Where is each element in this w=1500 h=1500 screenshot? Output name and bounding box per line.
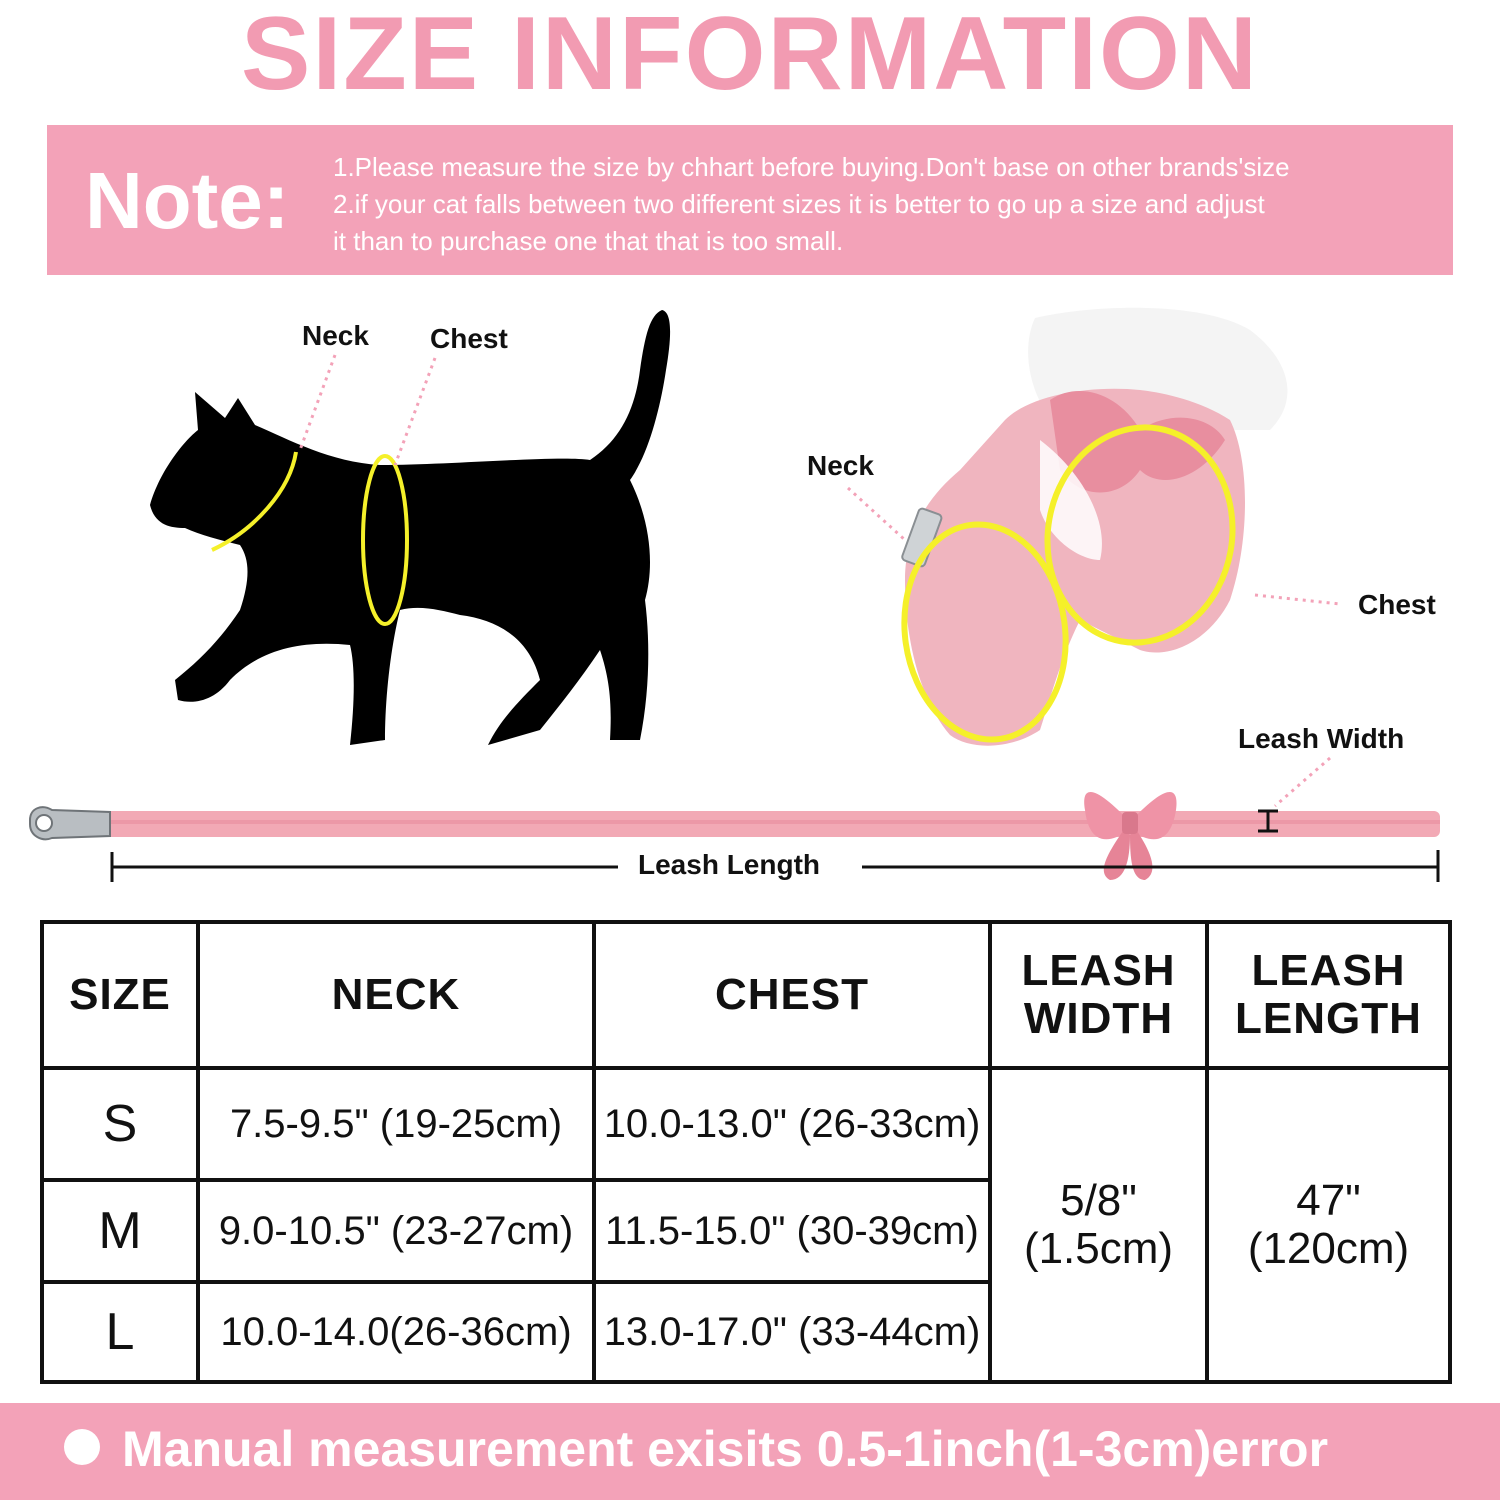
leash-icon [30,807,1440,839]
footer-bar [0,1403,1500,1500]
harness-neck-pointer-icon [848,488,905,540]
neck-cell: 7.5-9.5" (19-25cm) [198,1068,594,1180]
harness-chest-label: Chest [1358,589,1436,620]
harness-neck-label: Neck [807,450,874,481]
cat-neck-pointer-icon [300,355,335,450]
cat-chest-pointer-icon [395,358,435,465]
neck-cell: 9.0-10.5" (23-27cm) [198,1180,594,1282]
note-line: it than to purchase one that that is too small. [333,226,844,256]
size-cell: S [42,1068,198,1180]
leash-length-label: Leash Length [638,849,821,880]
note-label: Note: [85,156,290,245]
chest-cell: 13.0-17.0" (33-44cm) [594,1282,990,1382]
note-line: 1.Please measure the size by chhart before buying.Don't base on other brands'size [333,152,1290,182]
size-table [40,920,1452,1384]
cat-chest-label: Chest [430,323,508,354]
size-cell: M [42,1180,198,1282]
note-line: 2.if your cat falls between two different sizes it is better to go up a size and adjust [333,189,1265,219]
neck-cell: 10.0-14.0(26-36cm) [198,1282,594,1382]
footer-text: Manual measurement exisits 0.5-1inch(1-3cm)error [122,1421,1329,1477]
header-neck: NECK [198,922,594,1068]
size-cell: L [42,1282,198,1382]
table-header-row [42,922,1450,1068]
page-title: SIZE INFORMATION [240,0,1260,112]
harness-chest-pointer-icon [1255,595,1340,604]
header-size: SIZE [42,922,198,1068]
header-leash-length: LEASH LENGTH [1207,922,1450,1068]
header-chest: CHEST [594,922,990,1068]
leash-width-cell: 5/8" (1.5cm) [990,1068,1207,1382]
cat-silhouette-icon [150,310,670,745]
table-row [42,1068,1450,1180]
bullet-icon [64,1429,100,1465]
header-leash-width: LEASH WIDTH [990,922,1207,1068]
leash-width-label: Leash Width [1238,723,1405,754]
cat-neck-label: Neck [302,320,369,351]
leash-width-pointer-icon [1275,758,1330,806]
leash-length-cell: 47" (120cm) [1207,1068,1450,1382]
chest-cell: 11.5-15.0" (30-39cm) [594,1180,990,1282]
chest-cell: 10.0-13.0" (26-33cm) [594,1068,990,1180]
